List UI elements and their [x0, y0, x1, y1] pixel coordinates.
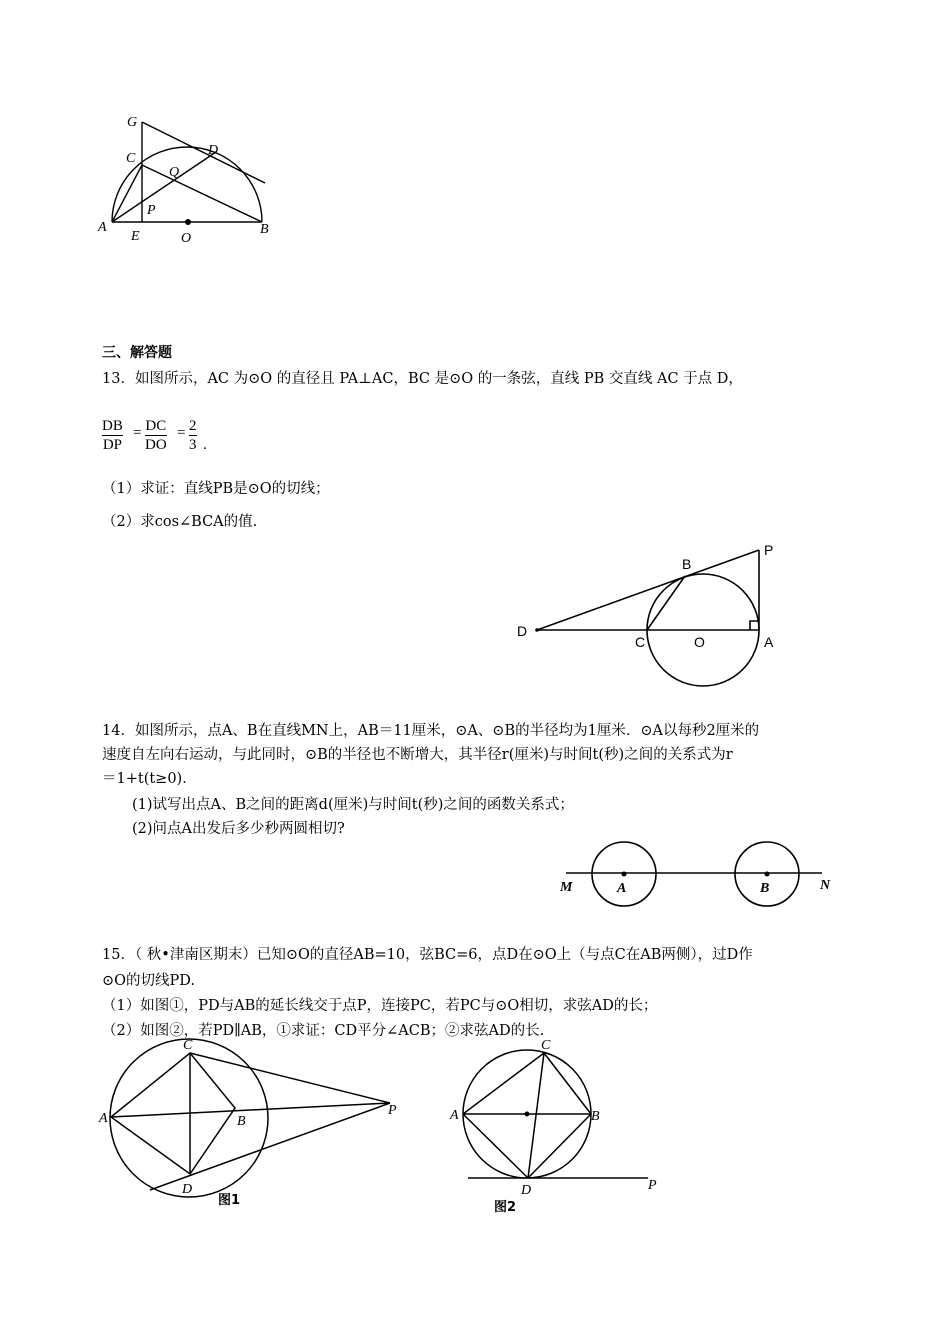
figure-q14 [555, 835, 850, 910]
label-D: D [517, 623, 528, 639]
q14-line2: 速度自左向右运动，与此同时，⊙B的半径也不断增大，其半径r(厘米)与时间t(秒)之间的关系式为r [102, 747, 733, 763]
label-N: N [820, 878, 831, 893]
figure-q13 [510, 535, 800, 695]
q14-part1: (1)试写出点A、B之间的距离d(厘米)与时间t(秒)之间的函数关系式； [132, 797, 574, 813]
label-B: B [682, 556, 692, 572]
label-C: C [635, 634, 646, 650]
fraction-2-3: 2 3 [189, 418, 197, 453]
label-G: G [127, 115, 138, 130]
label-C: C [183, 1038, 193, 1053]
label-E: E [131, 229, 140, 244]
label-O: O [181, 231, 192, 246]
q15-part1: （1）如图①，PD与AB的延长线交于点P，连接PC，若PC与⊙O相切，求弦AD的长； [102, 998, 658, 1014]
label-A: A [617, 881, 627, 896]
figure-q12 [95, 105, 285, 255]
label-A: A [764, 634, 774, 650]
label-C: C [541, 1038, 551, 1053]
label-A: A [98, 220, 107, 235]
section-title: 三、解答题 [102, 345, 172, 361]
q15-line2: ⊙O的切线PD. [102, 973, 196, 989]
label-D: D [182, 1182, 193, 1197]
label-A: A [450, 1108, 459, 1123]
q13-part1: （1）求证：直线PB是⊙O的切线； [102, 481, 330, 497]
label-B: B [760, 881, 770, 896]
q13-part2: （2）求cos∠BCA的值. [102, 514, 258, 530]
label-P: P [648, 1178, 657, 1193]
q15-part2: （2）如图②，若PD∥AB，①求证：CD平分∠ACB；②求弦AD的长. [102, 1023, 545, 1039]
label-O: O [694, 634, 705, 650]
label-B: B [237, 1114, 246, 1129]
fraction-db-dp: DB DP [102, 418, 123, 453]
figure-q15-2 [440, 1030, 670, 1220]
q14-part2: (2)问点A出发后多少秒两圆相切? [132, 821, 345, 837]
caption-fig2: 图2 [494, 1200, 517, 1215]
label-C: C [126, 151, 136, 166]
label-D: D [208, 143, 219, 158]
label-P: P [764, 542, 774, 558]
label-D: D [521, 1183, 532, 1198]
label-A: A [99, 1111, 108, 1126]
label-M: M [560, 880, 573, 895]
label-Q: Q [169, 165, 180, 180]
figure-q15-1 [95, 1035, 410, 1215]
q14-line1: 14．如图所示，点A、B在直线MN上，AB＝11厘米，⊙A、⊙B的半径均为1厘米．⊙A以每秒2厘米的 [102, 723, 760, 739]
q13-text: 13．如图所示，AC 为⊙O 的直径且 PA⊥AC，BC 是⊙O 的一条弦，直线 PB 交直线 AC 于点 D， [102, 371, 743, 387]
label-B: B [591, 1109, 600, 1124]
fraction-dc-do: DC DO [145, 418, 167, 453]
label-P: P [388, 1103, 397, 1118]
label-P: P [147, 203, 156, 218]
q14-line3: ＝1+t(t≥0)． [102, 771, 197, 787]
caption-fig1: 图1 [218, 1193, 241, 1208]
q15-line1: 15．（ 秋•津南区期末）已知⊙O的直径AB=10，弦BC=6，点D在⊙O上（与点C在AB两侧），过D作 [102, 947, 753, 963]
label-B: B [260, 222, 269, 237]
